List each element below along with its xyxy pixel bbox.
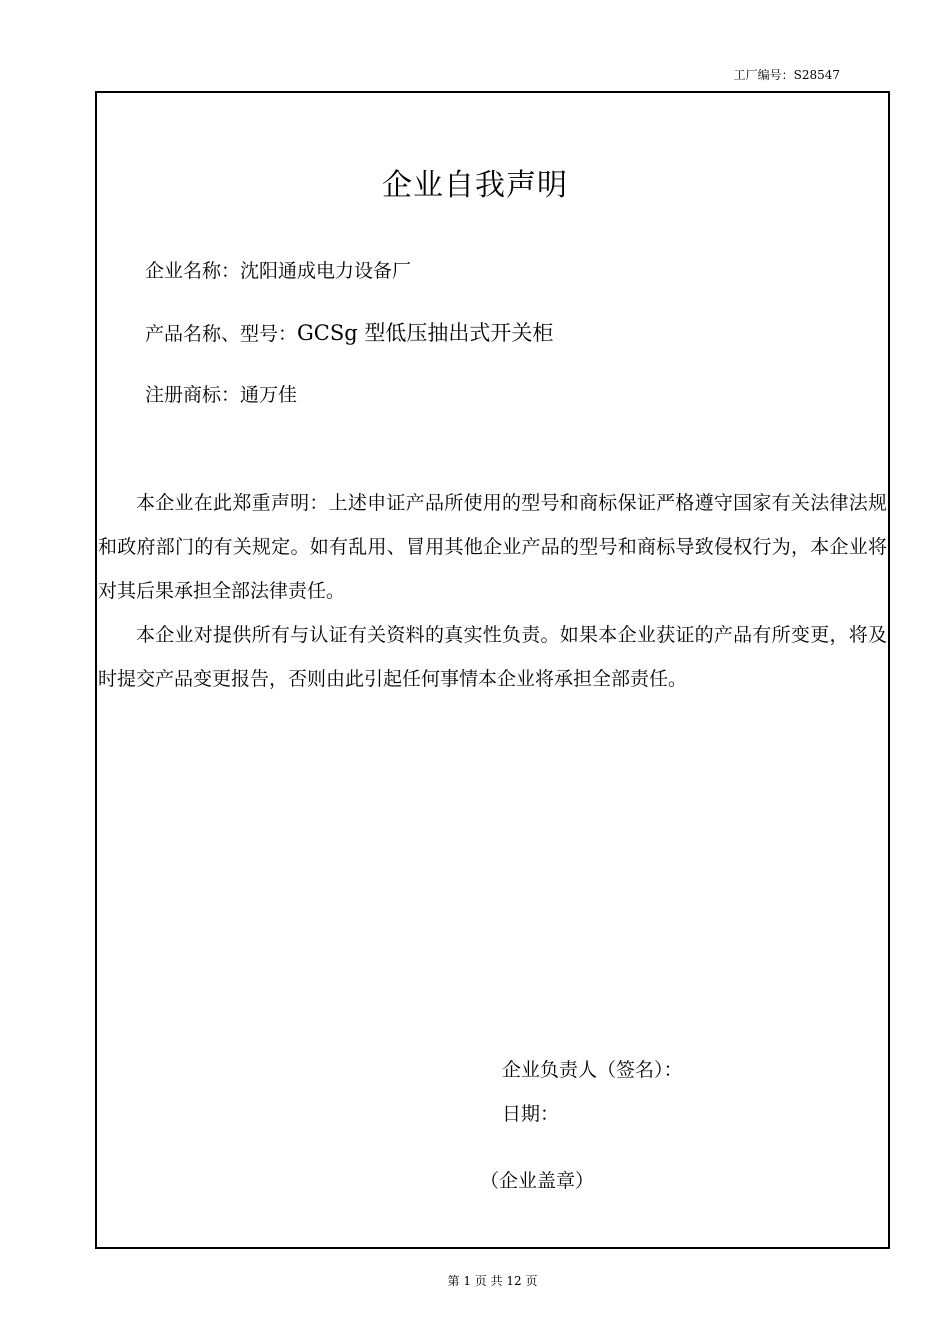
company-name-field bbox=[145, 256, 411, 283]
date-label: 日期： bbox=[502, 1103, 560, 1125]
trademark-value: 通万佳 bbox=[240, 384, 298, 406]
declaration-body bbox=[98, 481, 887, 701]
trademark-field bbox=[145, 380, 297, 407]
product-model-code: GCSg bbox=[297, 321, 358, 345]
responsible-person-label: 企业负责人（签名）： bbox=[502, 1059, 683, 1081]
page-title: 企业自我声明 bbox=[382, 168, 568, 203]
company-name-value: 沈阳通成电力设备厂 bbox=[240, 260, 412, 282]
product-name-label: 产品名称、型号： bbox=[145, 323, 298, 345]
declaration-paragraph: 本企业对提供所有与认证有关资料的真实性负责。如果本企业获证的产品有所变更，将及时提交产品变更报告，否则由此引起任何事情本企业将承担全部责任。 bbox=[98, 624, 887, 690]
company-name-label: 企业名称： bbox=[145, 260, 241, 282]
product-name-value: 型低压抽出式开关柜 bbox=[357, 321, 554, 345]
declaration-paragraph: 本企业在此郑重声明：上述申证产品所使用的型号和商标保证严格遵守国家有关法律法规和政府部门的有关规定。如有乱用、冒用其他企业产品的型号和商标导致侵权行为，本企业将对其后果承担全部法律责任。 bbox=[98, 492, 887, 602]
product-name-field bbox=[145, 317, 553, 347]
page-number: 第 1 页 共 12 页 bbox=[447, 1274, 538, 1288]
company-seal-label: （企业盖章） bbox=[480, 1170, 595, 1192]
trademark-label: 注册商标： bbox=[145, 384, 241, 406]
factory-number: 工厂编号：S28547 bbox=[733, 68, 840, 82]
